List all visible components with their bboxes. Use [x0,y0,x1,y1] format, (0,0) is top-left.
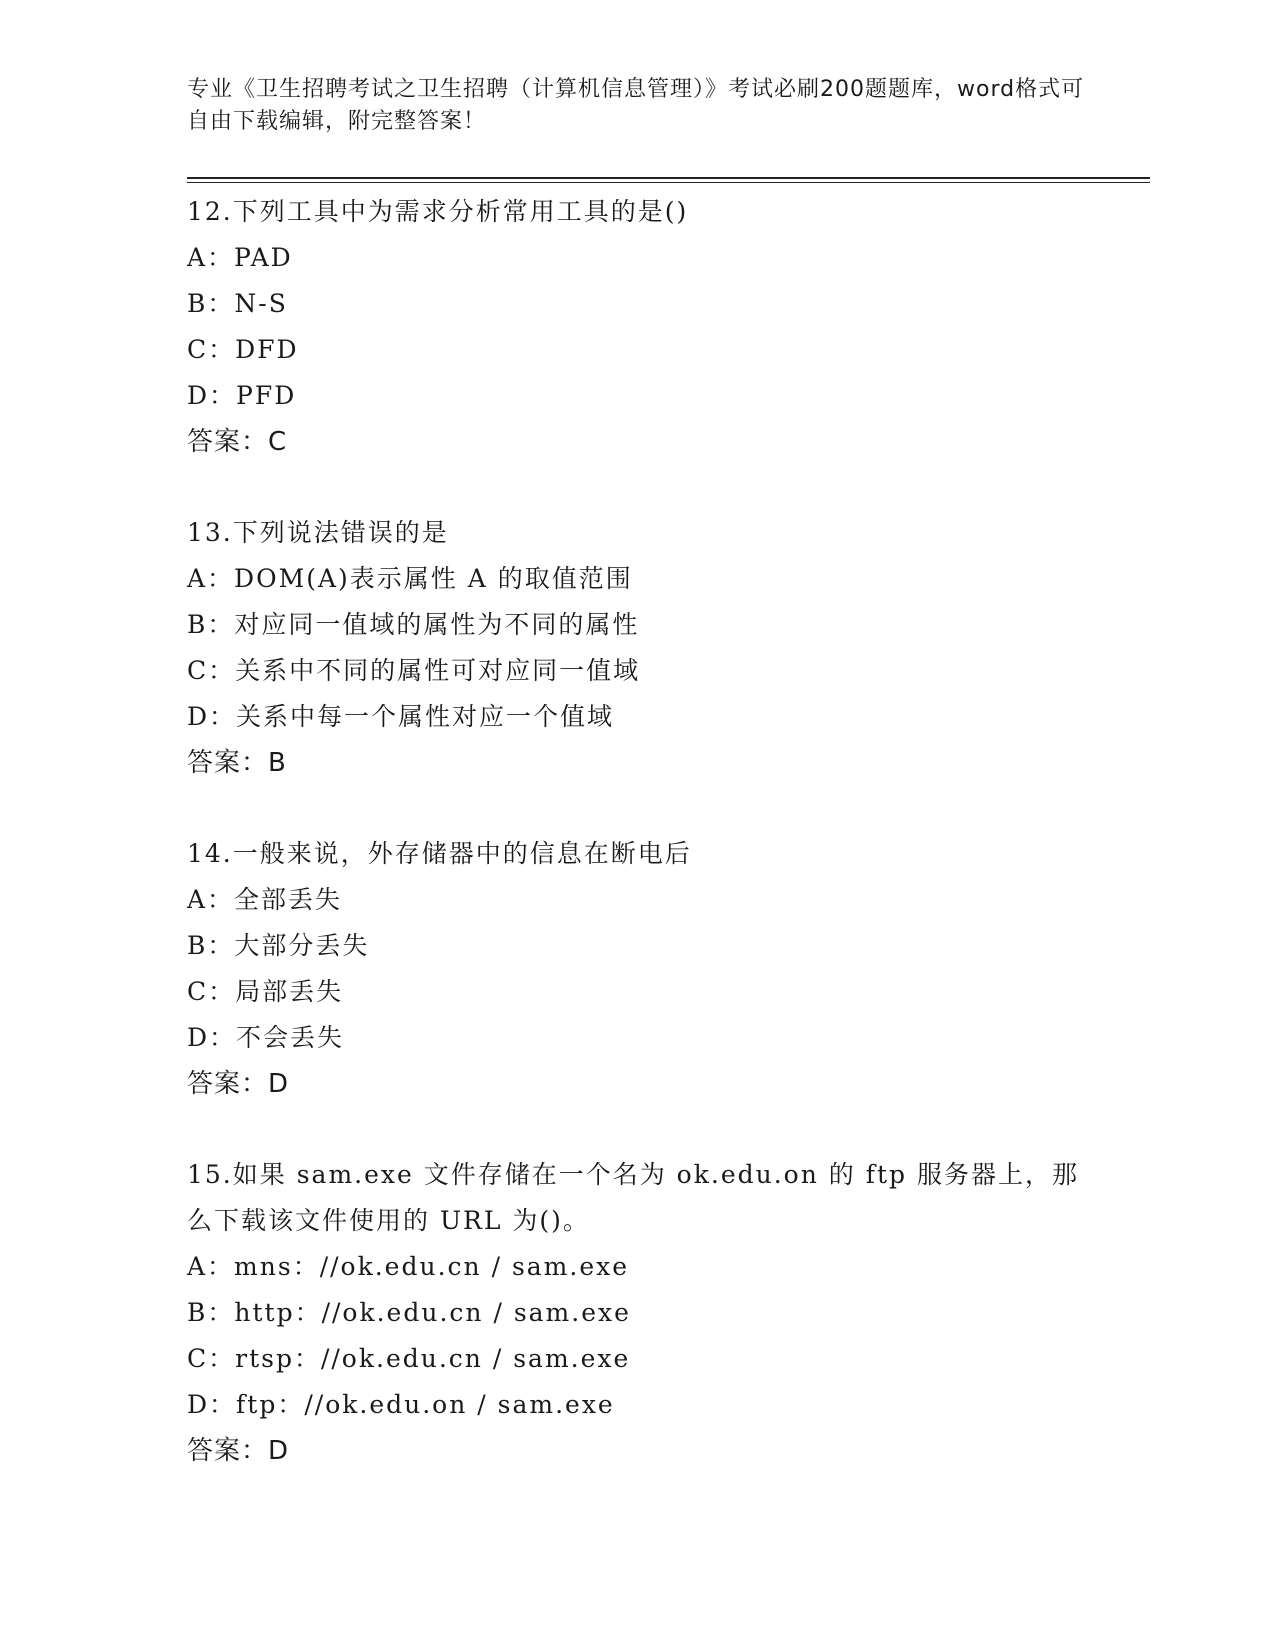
option-b: B：对应同一值域的属性为不同的属性 [187,610,640,639]
option-d: D：关系中每一个属性对应一个值域 [187,702,615,731]
option-d: D：不会丢失 [187,1023,345,1052]
option-d: D：ftp：//ok.edu.on / sam.exe [187,1390,615,1419]
document-header: 专业《卫生招聘考试之卫生招聘（计算机信息管理）》考试必刷200题题库，word格式可自由下载编辑，附完整答案！ [187,77,1085,134]
option-c: C：DFD [187,335,299,364]
question-stem: 13.下列说法错误的是 [187,518,449,547]
option-c: C：关系中不同的属性可对应同一值域 [187,656,641,685]
option-a: A：DOM(A)表示属性 A 的取值范围 [187,564,633,593]
option-a: A：全部丢失 [187,885,343,914]
question-stem: 15.如果 sam.exe 文件存储在一个名为 ok.edu.on 的 ftp 服务器上，那么下载该文件使用的 URL 为()。 [187,1160,1079,1235]
option-a: A：PAD [187,243,293,272]
header-rule [187,177,1150,179]
option-b: B：N-S [187,289,288,318]
header-rule-thin [187,182,1150,183]
question-gap [187,786,1087,831]
question-13 [187,510,1087,786]
option-b: B：http：//ok.edu.cn / sam.exe [187,1298,631,1327]
question-15 [187,1152,1087,1474]
answer: 答案：C [187,427,288,457]
question-stem: 12.下列工具中为需求分析常用工具的是() [187,197,689,226]
question-stem: 14.一般来说，外存储器中的信息在断电后 [187,839,692,868]
question-gap [187,465,1087,510]
option-b: B：大部分丢失 [187,931,370,960]
question-gap [187,1107,1087,1152]
option-a: A：mns：//ok.edu.cn / sam.exe [187,1252,630,1281]
answer: 答案：D [187,1069,290,1099]
option-d: D：PFD [187,381,297,410]
option-c: C：局部丢失 [187,977,344,1006]
question-14 [187,831,1087,1107]
answer: 答案：D [187,1436,290,1466]
question-list [187,189,1087,1474]
answer: 答案：B [187,748,287,778]
question-12 [187,189,1087,465]
option-c: C：rtsp：//ok.edu.cn / sam.exe [187,1344,631,1373]
